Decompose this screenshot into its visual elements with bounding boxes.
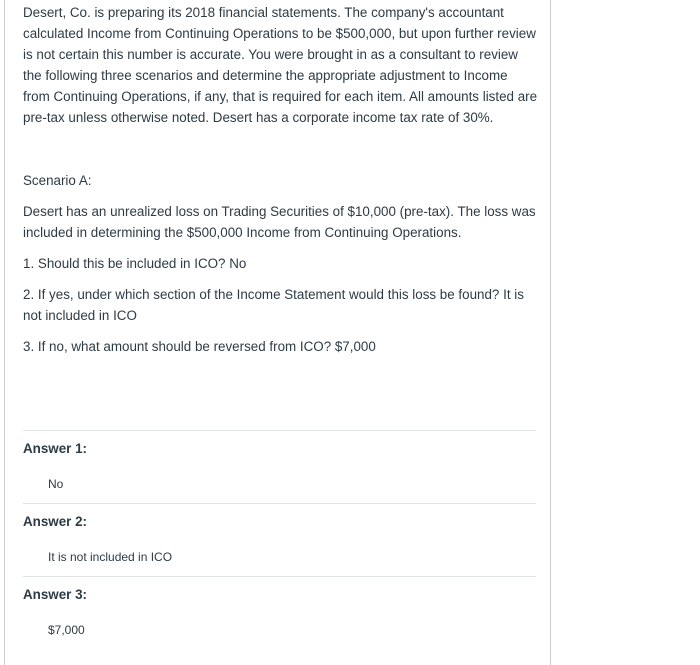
scenario-title: Scenario A: <box>23 173 92 188</box>
answer-label: Answer 2: <box>23 514 87 529</box>
question-item-2: 2. If yes, under which section of the Income Statement would this loss be found? It is not included in ICO <box>23 287 524 323</box>
answer-label: Answer 3: <box>23 587 87 602</box>
answer-value: $7,000 <box>48 623 85 637</box>
question-panel <box>4 0 551 665</box>
answer-block-1 <box>23 430 536 503</box>
scenario-description: Desert has an unrealized loss on Trading Securities of $10,000 (pre-tax). The loss was included in determining the $500,000 Income from Continuing Operations. <box>23 204 536 240</box>
answer-value: No <box>48 477 64 491</box>
answer-value: It is not included in ICO <box>48 550 173 564</box>
answer-block-3 <box>23 576 536 649</box>
answer-block-2 <box>23 503 536 576</box>
question-item-3: 3. If no, what amount should be reversed from ICO? $7,000 <box>23 339 376 354</box>
answers-section <box>23 430 536 649</box>
question-intro: Desert, Co. is preparing its 2018 financial statements. The company's accountant calculated Income from Continuing Operations to be $500,000, but upon further review is not certain this number is accurate. You were brought in as a consultant to review the following three scenarios and determine the appropriate adjustment to Income from Continuing Operations, if any, that is required for each item. All amounts listed are pre-tax unless otherwise noted. Desert has a corporate income tax rate of 30%. <box>23 5 538 125</box>
question-text <box>23 2 538 357</box>
question-item-1: 1. Should this be included in ICO? No <box>23 256 247 271</box>
answer-label: Answer 1: <box>23 441 87 456</box>
